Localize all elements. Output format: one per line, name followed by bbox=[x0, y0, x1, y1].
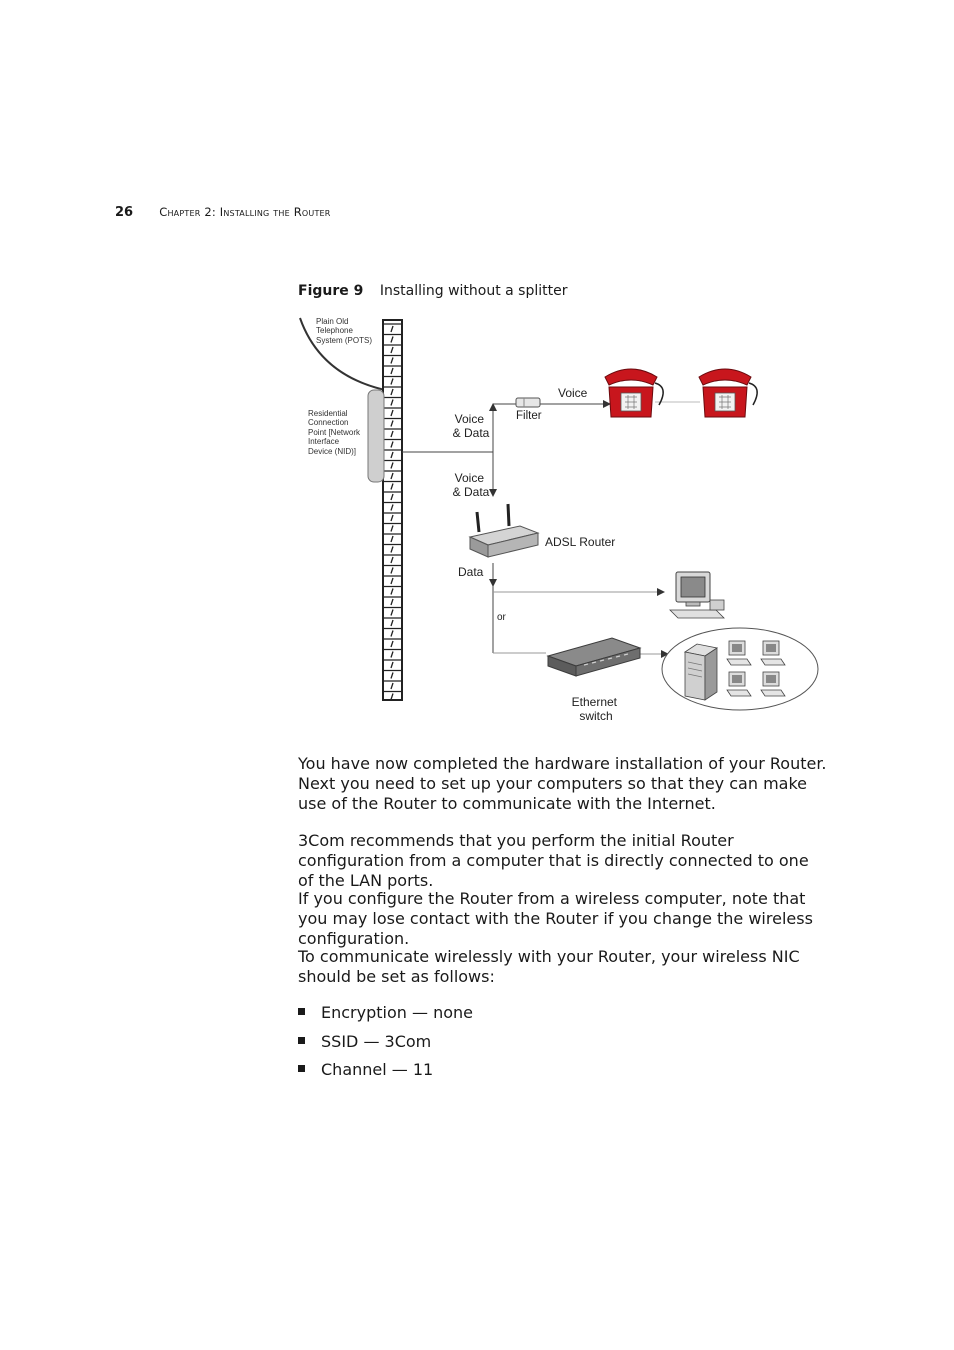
figure-caption-text: Installing without a splitter bbox=[379, 283, 568, 299]
telephone-icon bbox=[699, 369, 757, 417]
bullet-square-icon bbox=[298, 1065, 305, 1072]
paragraph-wireless-nic: To communicate wirelessly with your Router, your wireless NIC should be set as follows: bbox=[298, 947, 800, 986]
ethernet-switch-icon bbox=[548, 638, 640, 676]
paragraph-recommendation: 3Com recommends that you perform the initial Router configuration from a computer that is directly connected to one of the LAN ports. bbox=[298, 831, 809, 890]
nid-label: Residential Connection Point [Network Interface Device (NID)] bbox=[308, 409, 361, 456]
bullet-square-icon bbox=[298, 1037, 305, 1044]
figure-label: Figure 9 bbox=[298, 283, 364, 299]
ethernet-switch-label: Ethernet switch bbox=[571, 695, 618, 723]
list-item: Encryption — none bbox=[298, 1003, 818, 1032]
adsl-router-label: ADSL Router bbox=[545, 535, 616, 549]
paragraph-completed: You have now completed the hardware installation of your Router. Next you need to set up your computers so that they can make use of the Router to communicate with the Internet. bbox=[298, 754, 827, 813]
list-item: Channel — 11 bbox=[298, 1060, 818, 1089]
bullet-square-icon bbox=[298, 1008, 305, 1015]
telephone-icon bbox=[605, 369, 663, 417]
wall-icon bbox=[383, 320, 402, 700]
list-item: SSID — 3Com bbox=[298, 1032, 818, 1061]
computer-icon bbox=[670, 572, 724, 618]
page-number: 26 bbox=[115, 205, 134, 220]
voice-data-upper-label: Voice & Data bbox=[452, 412, 490, 440]
server-icon bbox=[685, 644, 717, 700]
chapter-title: Chapter 2: Installing the Router bbox=[159, 205, 331, 219]
adsl-router-icon bbox=[470, 504, 538, 557]
data-label: Data bbox=[458, 565, 484, 579]
voice-data-lower-label: Voice & Data bbox=[452, 471, 490, 499]
paragraph-wireless-warning: If you configure the Router from a wireless computer, note that you may lose contact with the Router if you change the wireless configuration. bbox=[298, 889, 813, 948]
or-label: or bbox=[497, 612, 506, 623]
filter-label: Filter bbox=[516, 410, 542, 422]
nid-box-icon bbox=[368, 390, 384, 482]
pots-label: Plain Old Telephone System (POTS) bbox=[316, 317, 373, 345]
nic-settings-list bbox=[298, 1003, 818, 1089]
voice-label: Voice bbox=[558, 386, 588, 400]
filter-icon bbox=[516, 398, 540, 407]
